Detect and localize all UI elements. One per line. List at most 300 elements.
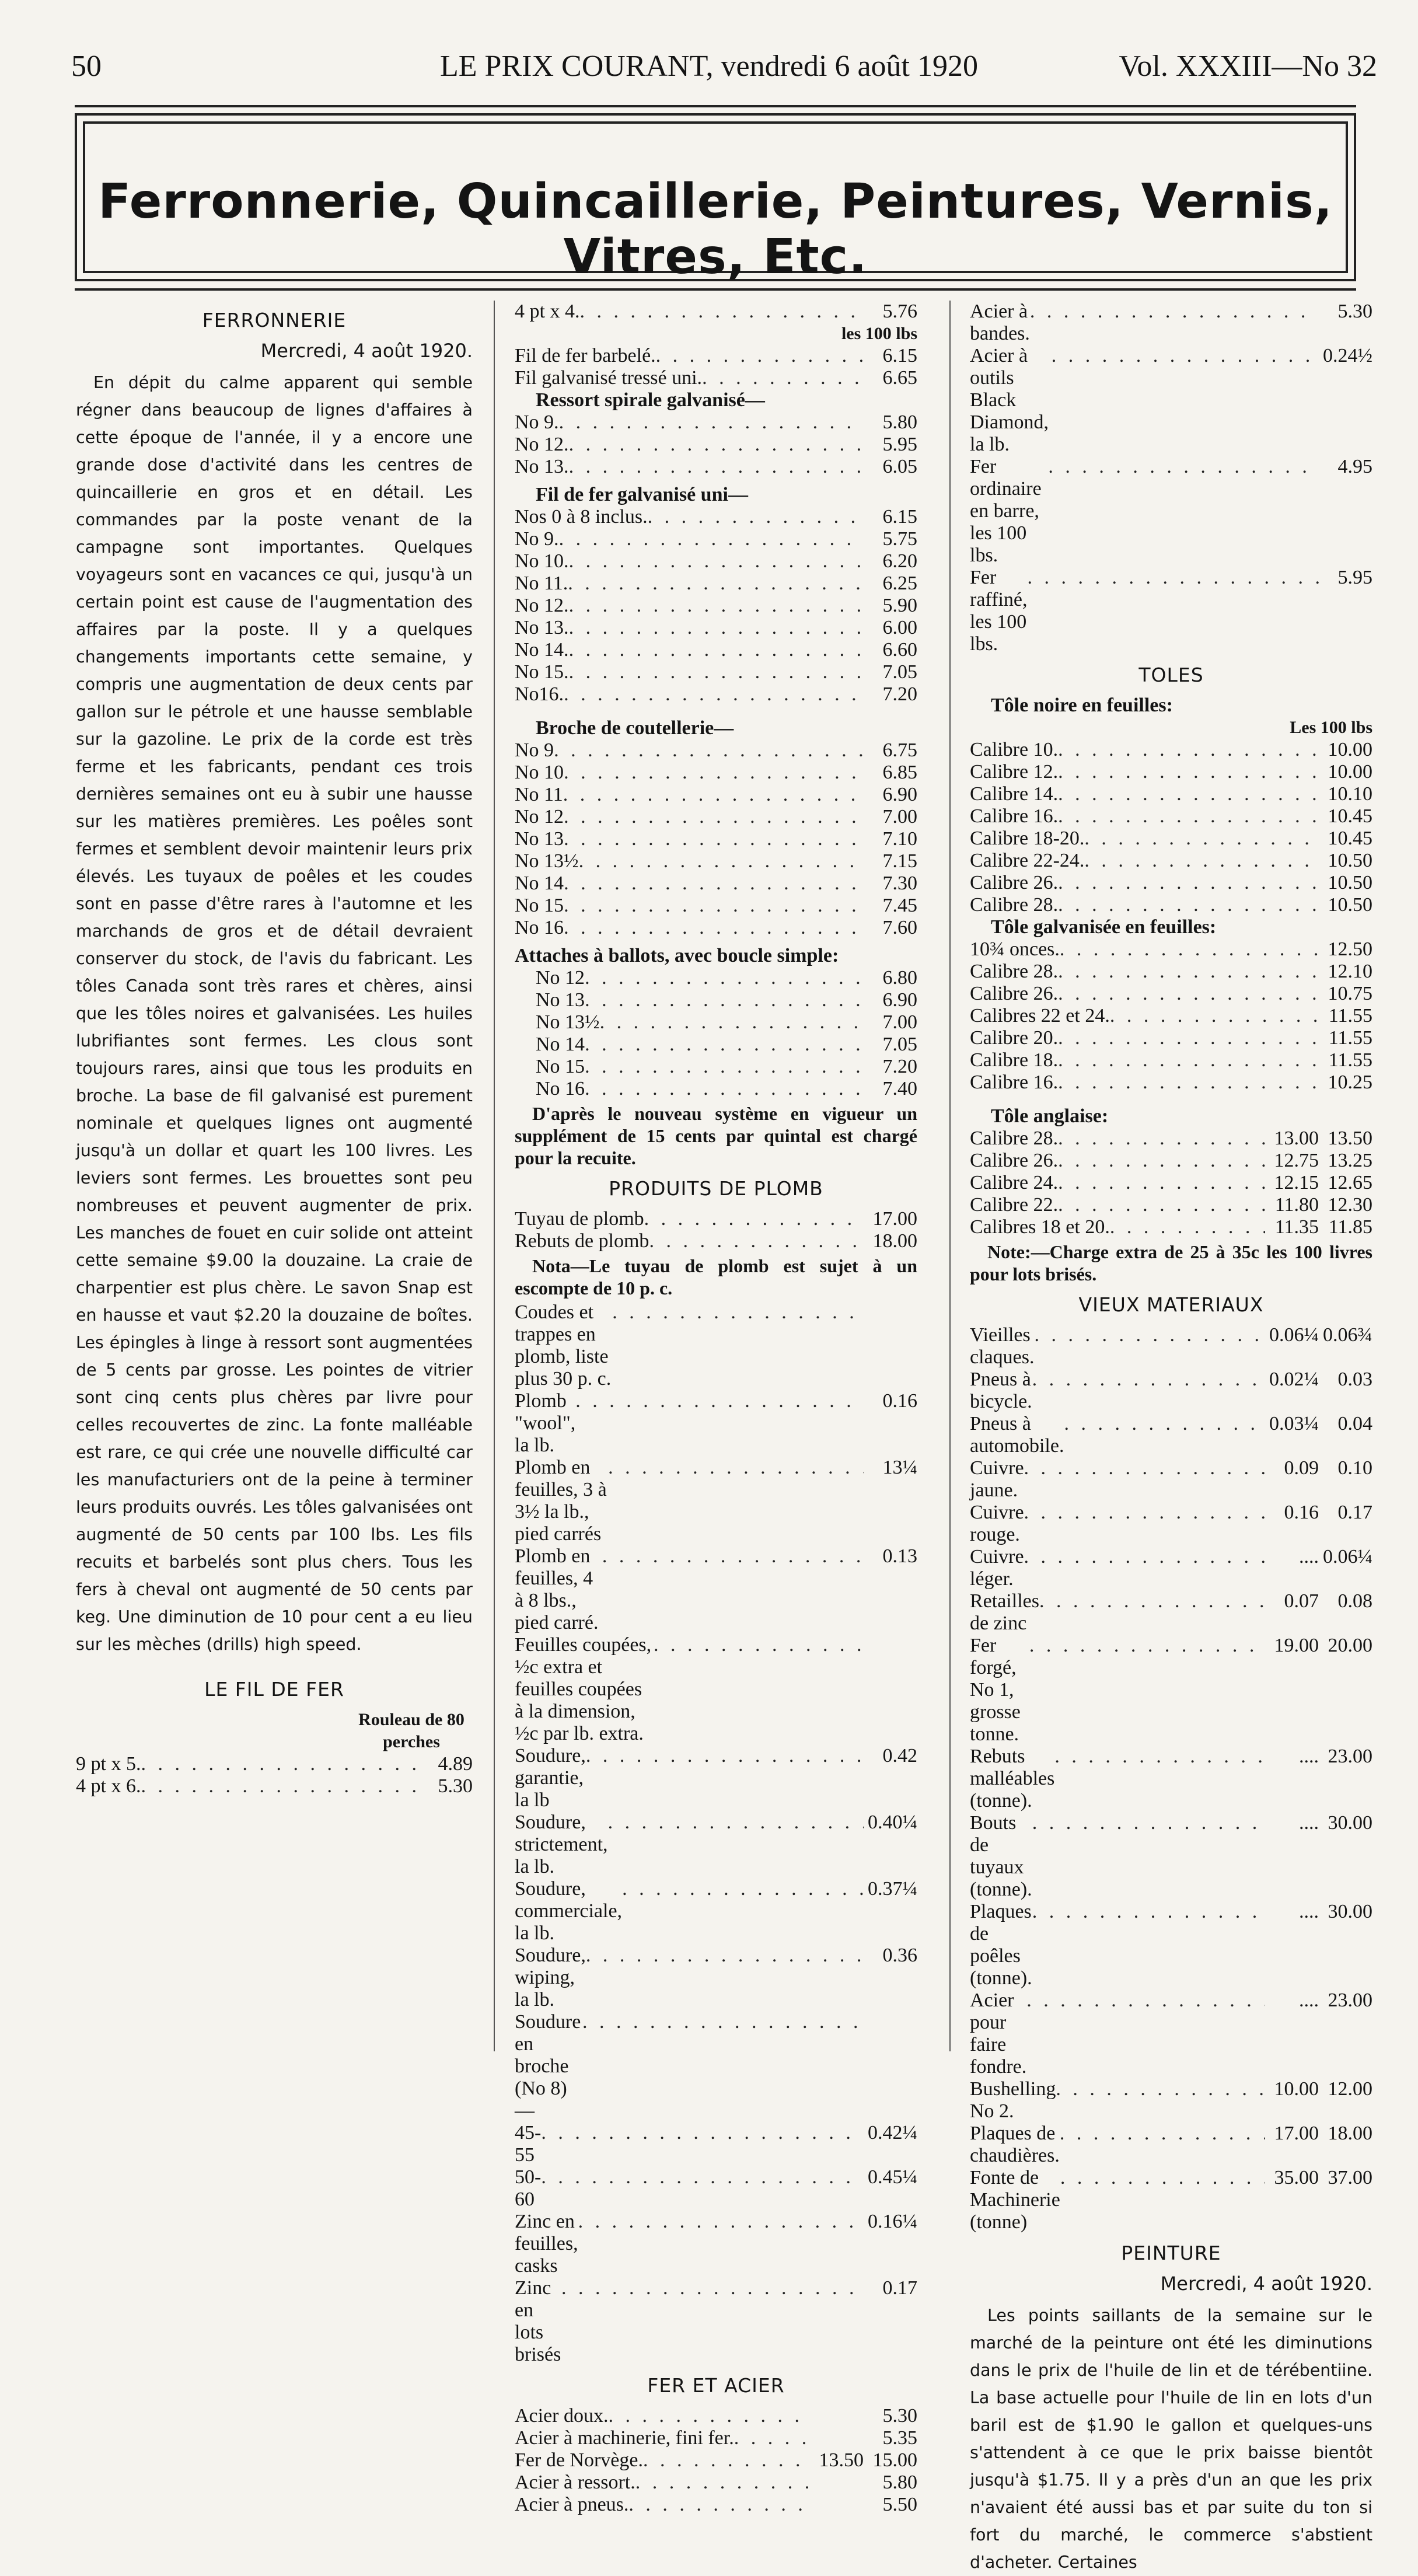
leader-dots bbox=[564, 828, 864, 850]
leader-dots bbox=[569, 661, 864, 683]
price-label: No 16 bbox=[515, 917, 564, 938]
price-value: 0.36 bbox=[882, 1945, 917, 1966]
price-row bbox=[515, 2427, 917, 2449]
price-high: 5.50 bbox=[882, 2494, 917, 2515]
price-high: 12.30 bbox=[1328, 1194, 1372, 1216]
price-row bbox=[515, 1390, 917, 1457]
leader-dots bbox=[1058, 1128, 1265, 1150]
price-label: Calibre 28. bbox=[970, 961, 1059, 982]
leader-dots bbox=[559, 528, 864, 550]
price-row bbox=[970, 301, 1372, 345]
price-label: Calibre 28. bbox=[970, 894, 1059, 916]
leader-dots bbox=[1058, 1150, 1265, 1172]
price-low: 35.00 bbox=[1274, 2167, 1319, 2188]
leader-dots bbox=[564, 895, 864, 917]
price-row bbox=[515, 1745, 917, 1811]
price-value: 10.10 bbox=[1328, 783, 1372, 805]
price-row bbox=[970, 1546, 1372, 1590]
price-row bbox=[515, 456, 917, 478]
price-row bbox=[515, 739, 917, 762]
tole-noire-table bbox=[970, 739, 1372, 916]
price-label: Calibre 22-24. bbox=[970, 850, 1085, 871]
leader-dots bbox=[541, 2122, 864, 2144]
price-label: Fonte de Machinerie (tonne) bbox=[970, 2167, 1060, 2233]
price-high: 0.04 bbox=[1337, 1413, 1372, 1434]
price-row bbox=[515, 617, 917, 639]
price-label: No 15. bbox=[515, 661, 569, 683]
price-low: 12.15 bbox=[1274, 1172, 1319, 1193]
leader-dots bbox=[1039, 1590, 1265, 1612]
price-label: No 14. bbox=[515, 639, 569, 661]
price-value: 7.20 bbox=[882, 1056, 917, 1077]
price-value: 11.55 bbox=[1328, 1005, 1372, 1027]
price-label: 50-60 bbox=[515, 2166, 542, 2210]
price-value: 12.50 bbox=[1328, 938, 1372, 960]
price-value: 0.37¼ bbox=[868, 1878, 917, 1900]
price-value: 6.25 bbox=[882, 573, 917, 594]
banner-bottom-rule bbox=[75, 288, 1356, 291]
price-value: 0.17 bbox=[882, 2277, 917, 2299]
plomb-table-b bbox=[515, 1301, 917, 2366]
price-value: 5.30 bbox=[438, 1775, 473, 1797]
leader-dots bbox=[1024, 1457, 1265, 1479]
leader-dots bbox=[654, 1634, 864, 1656]
price-row bbox=[970, 850, 1372, 872]
tole-galv-table bbox=[970, 938, 1372, 1094]
price-label: Calibre 28. bbox=[970, 1128, 1059, 1149]
price-label: Fer ordinaire en barre, les 100 lbs. bbox=[970, 456, 1042, 566]
price-label: Calibre 22. bbox=[970, 1194, 1059, 1216]
price-label: Feuilles coupées, ½c extra et feuilles coupées à la dimension, ½c par lb. extra. bbox=[515, 1634, 652, 1744]
price-row bbox=[970, 2078, 1372, 2123]
column-3 bbox=[970, 301, 1372, 2576]
leader-dots bbox=[564, 872, 864, 895]
price-row bbox=[515, 1078, 917, 1100]
price-label: Plomb "wool", la lb. bbox=[515, 1390, 576, 1456]
price-row bbox=[970, 739, 1372, 761]
price-label: Calibres 18 et 20. bbox=[970, 1216, 1110, 1238]
leader-dots bbox=[1058, 805, 1319, 828]
price-label: Soudure en broche (No 8)— bbox=[515, 2011, 581, 2121]
price-label: Calibre 16. bbox=[970, 1071, 1059, 1093]
price-low: 13.00 bbox=[1274, 1128, 1319, 1149]
leader-dots bbox=[585, 1056, 864, 1078]
leader-dots bbox=[569, 550, 864, 573]
leader-dots bbox=[578, 2211, 864, 2233]
price-row bbox=[515, 2494, 917, 2516]
price-value: 5.95 bbox=[882, 434, 917, 455]
price-row bbox=[970, 1413, 1372, 1457]
price-value: 10.50 bbox=[1328, 894, 1372, 916]
leader-dots bbox=[1058, 1172, 1265, 1194]
price-row bbox=[515, 1457, 917, 1545]
fil-de-fer-unit: Rouleau de 80 perches bbox=[358, 1710, 464, 1751]
column-separator-1 bbox=[494, 301, 495, 2051]
price-row bbox=[970, 1128, 1372, 1150]
price-high: 0.03 bbox=[1337, 1369, 1372, 1390]
price-label: No 14 bbox=[536, 1034, 585, 1055]
price-value: 5.75 bbox=[882, 528, 917, 550]
price-high: 15.00 bbox=[872, 2449, 917, 2471]
price-label: Plaques de poêles (tonne). bbox=[970, 1901, 1032, 1989]
fil-table-b bbox=[515, 345, 917, 389]
fil-unit: les 100 lbs bbox=[841, 324, 917, 343]
price-row bbox=[515, 872, 917, 895]
volume-number: Vol. XXXIII—No 32 bbox=[1119, 50, 1377, 83]
price-label: Calibre 24. bbox=[970, 1172, 1059, 1193]
price-row bbox=[970, 828, 1372, 850]
price-low: 12.75 bbox=[1274, 1150, 1319, 1171]
leader-dots bbox=[564, 683, 864, 706]
price-label: No 12. bbox=[515, 434, 569, 455]
price-row bbox=[970, 2167, 1372, 2233]
price-value: 6.80 bbox=[882, 967, 917, 989]
price-low: 17.00 bbox=[1274, 2123, 1319, 2144]
price-row bbox=[970, 456, 1372, 567]
leader-dots bbox=[569, 617, 864, 639]
tole-galv-heading: Tôle galvanisée en feuilles: bbox=[991, 916, 1217, 938]
price-value: 7.00 bbox=[882, 806, 917, 828]
price-high: 5.35 bbox=[882, 2427, 917, 2449]
price-row bbox=[515, 1034, 917, 1056]
leader-dots bbox=[608, 1457, 864, 1479]
leader-dots bbox=[644, 1208, 864, 1230]
price-row bbox=[515, 2166, 917, 2211]
price-row bbox=[970, 783, 1372, 805]
price-row bbox=[515, 989, 917, 1011]
price-value: 7.05 bbox=[882, 1034, 917, 1055]
price-label: No 9. bbox=[515, 411, 559, 433]
leader-dots bbox=[609, 2405, 810, 2427]
price-label: No 13½ bbox=[515, 850, 579, 872]
price-high: 37.00 bbox=[1328, 2167, 1372, 2188]
price-row bbox=[515, 2211, 917, 2277]
price-row bbox=[515, 1011, 917, 1034]
price-row bbox=[515, 2122, 917, 2166]
price-value: 0.13 bbox=[882, 1545, 917, 1567]
price-low: 10.00 bbox=[1274, 2078, 1319, 2100]
price-low: 0.02¼ bbox=[1269, 1369, 1319, 1390]
price-value: 0.40¼ bbox=[868, 1811, 917, 1833]
fer-acier-table bbox=[515, 2405, 917, 2516]
leader-dots bbox=[1027, 567, 1319, 589]
price-value: 11.55 bbox=[1328, 1027, 1372, 1049]
leader-dots bbox=[1030, 301, 1319, 323]
price-row bbox=[515, 784, 917, 806]
price-label: Fer de Norvège. bbox=[515, 2449, 643, 2471]
price-label: Nos 0 à 8 inclus. bbox=[515, 506, 648, 528]
price-label: No 11 bbox=[515, 784, 563, 805]
price-label: No 15 bbox=[536, 1056, 585, 1077]
price-value: 10.45 bbox=[1328, 805, 1372, 827]
price-row bbox=[76, 1775, 473, 1797]
leader-dots bbox=[1058, 783, 1319, 805]
leader-dots bbox=[541, 2166, 864, 2188]
price-label: Plaques de chaudières. bbox=[970, 2123, 1060, 2166]
price-label: Acier doux. bbox=[515, 2405, 609, 2427]
leader-dots bbox=[643, 2449, 810, 2472]
price-low: 0.03¼ bbox=[1269, 1413, 1319, 1434]
price-label: Fer raffiné, les 100 lbs. bbox=[970, 567, 1028, 655]
price-high: 13.25 bbox=[1328, 1150, 1372, 1171]
leader-dots bbox=[569, 639, 864, 661]
price-row bbox=[970, 1027, 1372, 1049]
price-value: 6.90 bbox=[882, 784, 917, 805]
leader-dots bbox=[564, 762, 864, 784]
price-label: 4 pt x 4. bbox=[515, 301, 580, 322]
leader-dots bbox=[585, 989, 864, 1011]
price-row bbox=[515, 639, 917, 661]
price-value: 10.50 bbox=[1328, 872, 1372, 893]
price-label: No 13½ bbox=[536, 1011, 600, 1033]
price-row bbox=[970, 1502, 1372, 1546]
price-label: Calibre 26. bbox=[970, 983, 1059, 1004]
toles-note: Note:—Charge extra de 25 à 35c les 100 livres pour lots brisés. bbox=[970, 1241, 1372, 1284]
price-row bbox=[515, 367, 917, 389]
price-value: 0.16 bbox=[882, 1390, 917, 1412]
price-row bbox=[76, 1753, 473, 1775]
price-high: 5.30 bbox=[882, 2405, 917, 2427]
leader-dots bbox=[569, 456, 864, 478]
price-high: 23.00 bbox=[1328, 1746, 1372, 1767]
page-number: 50 bbox=[71, 50, 102, 83]
price-label: No 11. bbox=[515, 573, 568, 594]
price-label: Cuivre rouge. bbox=[970, 1502, 1024, 1545]
price-value: 5.80 bbox=[882, 411, 917, 433]
price-label: Calibre 26. bbox=[970, 1150, 1059, 1171]
price-low: 11.35 bbox=[1274, 1216, 1319, 1238]
attaches-note: D'après le nouveau système en vigueur un supplément de 15 cents par quintal est chargé pour la recuite. bbox=[515, 1103, 917, 1168]
price-value: 5.95 bbox=[1337, 567, 1372, 588]
price-high: 0.17 bbox=[1337, 1502, 1372, 1523]
price-row bbox=[515, 683, 917, 706]
leader-dots bbox=[1052, 345, 1319, 367]
price-label: Calibre 26. bbox=[970, 872, 1059, 893]
price-row bbox=[970, 1635, 1372, 1746]
leader-dots bbox=[600, 1011, 864, 1034]
plomb-heading: PRODUITS DE PLOMB bbox=[609, 1177, 823, 1200]
price-value: 10.00 bbox=[1328, 761, 1372, 783]
leader-dots bbox=[608, 1811, 864, 1834]
leader-dots bbox=[1058, 1194, 1265, 1216]
price-label: 10¾ onces. bbox=[970, 938, 1060, 960]
leader-dots bbox=[702, 367, 864, 389]
price-row bbox=[970, 1590, 1372, 1635]
price-label: Calibre 18. bbox=[970, 1049, 1059, 1071]
price-row bbox=[515, 850, 917, 872]
leader-dots bbox=[579, 850, 864, 872]
price-label: Calibre 14. bbox=[970, 783, 1059, 805]
price-row bbox=[515, 1545, 917, 1634]
price-high: 11.85 bbox=[1328, 1216, 1372, 1238]
leader-dots bbox=[1029, 1635, 1265, 1657]
leader-dots bbox=[1064, 1413, 1265, 1435]
price-row bbox=[970, 1005, 1372, 1027]
price-value: 7.05 bbox=[882, 661, 917, 683]
price-label: No 10 bbox=[515, 762, 564, 783]
attaches-table bbox=[515, 967, 917, 1100]
price-low: 0.16 bbox=[1284, 1502, 1319, 1523]
price-label: Acier à machinerie, fini fer. bbox=[515, 2427, 734, 2449]
price-row bbox=[970, 1746, 1372, 1812]
price-row bbox=[515, 2405, 917, 2427]
price-value: 10.45 bbox=[1328, 828, 1372, 849]
price-high: 20.00 bbox=[1328, 1635, 1372, 1656]
fer-acier-heading: FER ET ACIER bbox=[647, 2374, 785, 2397]
price-row bbox=[970, 1216, 1372, 1238]
leader-dots bbox=[628, 2494, 810, 2516]
price-label: No 13 bbox=[536, 989, 585, 1011]
leader-dots bbox=[1058, 1049, 1319, 1071]
price-high: 30.00 bbox=[1328, 1812, 1372, 1834]
ressort-table bbox=[515, 411, 917, 478]
price-row bbox=[515, 661, 917, 683]
price-value: 7.40 bbox=[882, 1078, 917, 1099]
price-row bbox=[515, 1878, 917, 1945]
price-row bbox=[515, 2011, 917, 2122]
price-label: No 14 bbox=[515, 872, 564, 894]
price-row bbox=[515, 301, 917, 323]
price-value: 6.15 bbox=[882, 345, 917, 366]
price-label: Zinc en lots brisés bbox=[515, 2277, 561, 2365]
price-high: 0.08 bbox=[1337, 1590, 1372, 1612]
price-row bbox=[515, 528, 917, 550]
price-row bbox=[515, 506, 917, 528]
leader-dots bbox=[1110, 1216, 1265, 1238]
price-label: No 13. bbox=[515, 456, 569, 477]
price-row bbox=[970, 1324, 1372, 1369]
leader-dots bbox=[1058, 983, 1319, 1005]
price-label: Acier à ressort. bbox=[515, 2472, 635, 2493]
price-value: 7.30 bbox=[882, 872, 917, 894]
price-high: 0.10 bbox=[1337, 1457, 1372, 1479]
price-row bbox=[515, 550, 917, 573]
price-value: 6.20 bbox=[882, 550, 917, 572]
price-value: 7.20 bbox=[882, 683, 917, 705]
price-label: Zinc en feuilles, casks bbox=[515, 2211, 578, 2277]
acier-table bbox=[970, 301, 1372, 655]
vieux-table bbox=[970, 1324, 1372, 2233]
leader-dots bbox=[1058, 894, 1319, 916]
leader-dots bbox=[1056, 2078, 1265, 2100]
price-value: 0.42 bbox=[882, 1745, 917, 1767]
price-value: 6.85 bbox=[882, 762, 917, 783]
price-value: 6.75 bbox=[882, 739, 917, 761]
peinture-date: Mercredi, 4 août 1920. bbox=[1160, 2273, 1372, 2295]
leader-dots bbox=[1060, 2123, 1265, 2145]
fil-table-a bbox=[515, 301, 917, 323]
price-label: Soudure, strictement, la lb. bbox=[515, 1811, 608, 1877]
price-value: 10.25 bbox=[1328, 1071, 1372, 1093]
leader-dots bbox=[622, 1878, 864, 1900]
price-row bbox=[970, 761, 1372, 783]
price-label: No 15 bbox=[515, 895, 564, 916]
price-label: Acier à bandes. bbox=[970, 301, 1030, 344]
price-value: 10.50 bbox=[1328, 850, 1372, 871]
price-value: 7.00 bbox=[882, 1011, 917, 1033]
price-value: 6.05 bbox=[882, 456, 917, 477]
price-value: 17.00 bbox=[872, 1208, 917, 1230]
price-label: Fil de fer barbelé. bbox=[515, 345, 656, 366]
leader-dots bbox=[568, 573, 864, 595]
price-label: Coudes et trappes en plomb, liste plus 30 p. c. bbox=[515, 1301, 612, 1390]
price-label: Calibre 12. bbox=[970, 761, 1059, 783]
leader-dots bbox=[561, 2277, 864, 2299]
price-label: 9 pt x 5. bbox=[76, 1753, 141, 1775]
leader-dots bbox=[569, 595, 864, 617]
vieux-heading: VIEUX MATERIAUX bbox=[1078, 1293, 1264, 1316]
price-label: Acier à outils Black Diamond, la lb. bbox=[970, 345, 1049, 455]
price-value: 6.15 bbox=[882, 506, 917, 528]
leader-dots bbox=[612, 1301, 864, 1324]
price-high: 5.80 bbox=[882, 2472, 917, 2493]
price-row bbox=[515, 1208, 917, 1230]
leader-dots bbox=[1032, 1901, 1265, 1923]
tole-anglaise-heading: Tôle anglaise: bbox=[991, 1105, 1109, 1127]
price-label: No 9. bbox=[515, 528, 559, 550]
leader-dots bbox=[1032, 1812, 1265, 1834]
leader-dots bbox=[554, 739, 864, 762]
price-row bbox=[970, 1071, 1372, 1094]
price-low: .... bbox=[1299, 1746, 1319, 1767]
price-value: 13¼ bbox=[882, 1457, 917, 1478]
price-value: 10.00 bbox=[1328, 739, 1372, 760]
leader-dots bbox=[1084, 828, 1319, 850]
banner-top-rule bbox=[75, 105, 1356, 107]
price-label: No 12 bbox=[515, 806, 564, 828]
price-row bbox=[970, 1194, 1372, 1216]
toles-heading: TOLES bbox=[1138, 664, 1204, 686]
price-high: 30.00 bbox=[1328, 1901, 1372, 1922]
price-row bbox=[970, 345, 1372, 456]
price-high: 12.65 bbox=[1328, 1172, 1372, 1193]
price-row bbox=[515, 2277, 917, 2366]
price-low: .... bbox=[1299, 1989, 1319, 2011]
price-value: 0.24½ bbox=[1323, 345, 1372, 366]
price-row bbox=[515, 595, 917, 617]
price-value: 0.16¼ bbox=[868, 2211, 917, 2232]
price-row bbox=[970, 1369, 1372, 1413]
price-label: No 13 bbox=[515, 828, 564, 850]
price-value: 6.90 bbox=[882, 989, 917, 1011]
leader-dots bbox=[1034, 1324, 1265, 1346]
price-row bbox=[515, 806, 917, 828]
price-row bbox=[970, 983, 1372, 1005]
leader-dots bbox=[585, 1078, 864, 1100]
leader-dots bbox=[585, 967, 864, 989]
price-low: .... bbox=[1299, 1901, 1319, 1922]
leader-dots bbox=[648, 506, 864, 528]
price-row bbox=[970, 894, 1372, 916]
column-1 bbox=[76, 301, 473, 1797]
price-value: 7.15 bbox=[882, 850, 917, 872]
price-label: Soudure, garantie, la lb bbox=[515, 1745, 586, 1811]
ferronnerie-heading: FERRONNERIE bbox=[202, 309, 347, 331]
leader-dots bbox=[1024, 1546, 1265, 1568]
fil-uni-table bbox=[515, 506, 917, 706]
price-value: 5.90 bbox=[882, 595, 917, 616]
price-value: 6.00 bbox=[882, 617, 917, 638]
banner-title: Ferronnerie, Quincaillerie, Peintures, Vernis, Vitres, Etc. bbox=[98, 174, 1333, 285]
leader-dots bbox=[1054, 1746, 1265, 1768]
price-row bbox=[970, 567, 1372, 655]
price-value: 5.76 bbox=[882, 301, 917, 322]
leader-dots bbox=[582, 2011, 864, 2033]
price-label: Plomb en feuilles, 4 à 8 lbs., pied carré. bbox=[515, 1545, 599, 1633]
leader-dots bbox=[564, 917, 864, 939]
price-label: No 9 bbox=[515, 739, 554, 761]
leader-dots bbox=[734, 2427, 810, 2449]
